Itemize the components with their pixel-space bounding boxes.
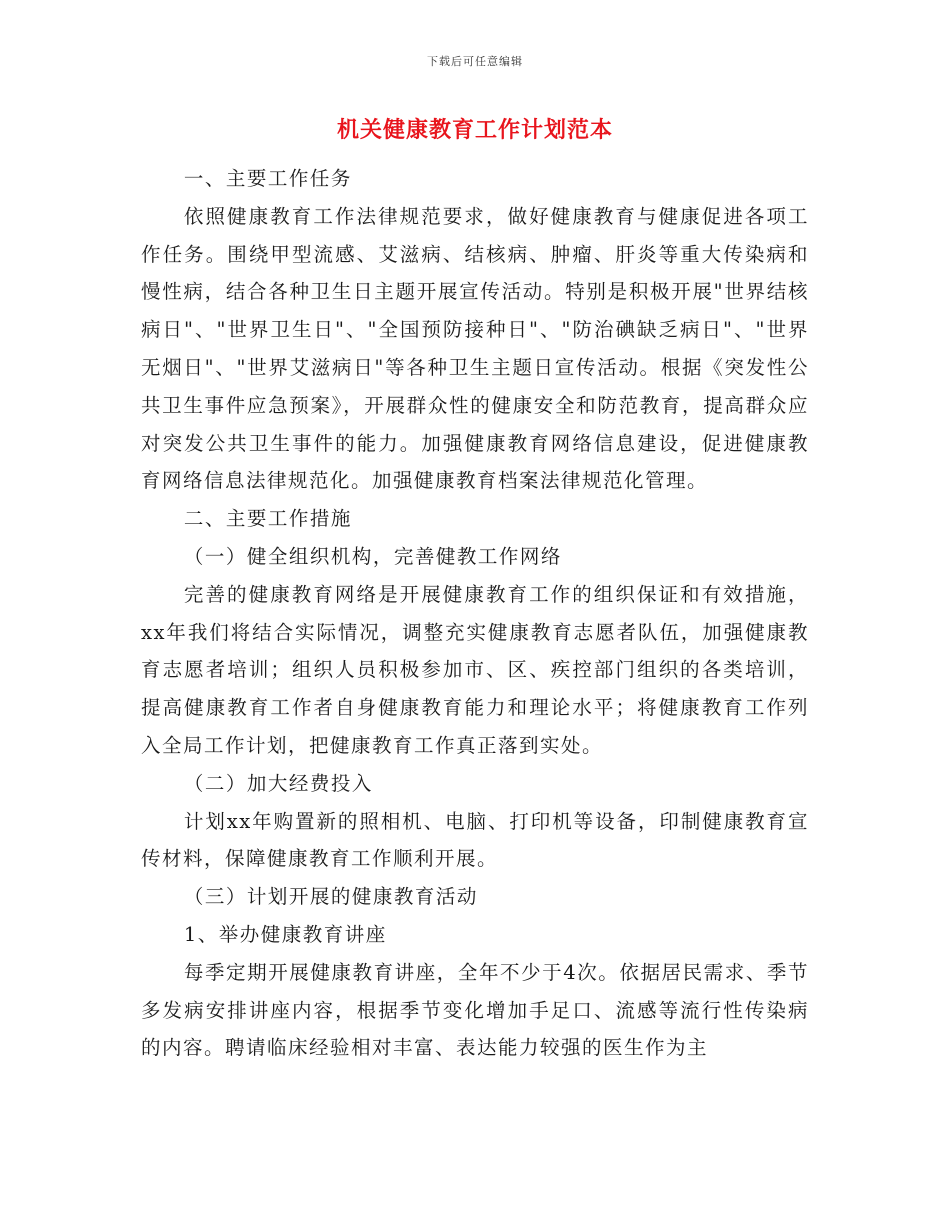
subheading-activities: （三）计划开展的健康教育活动 (183, 885, 478, 909)
paragraph-lectures-content: 每季定期开展健康教育讲座，全年不少于4次。依据居民需求、季节多发病安排讲座内容，根据季节变化增加手足口、流感等流行性传染病的内容。聘请临床经验相对丰富、表达能力较强的医生作为主 (141, 960, 809, 1060)
document-body (141, 160, 809, 1067)
paragraph-organization-content: 完善的健康教育网络是开展健康教育工作的组织保证和有效措施，xx年我们将结合实际情况，调整充实健康教育志愿者队伍，加强健康教育志愿者培训；组织人员积极参加市、区、疾控部门组织的各类培训，提高健康教育工作者自身健康教育能力和理论水平；将健康教育工作列入全局工作计划，把健康教育工作真正落到实处。 (141, 582, 809, 757)
subheading-lectures: 1、举办健康教育讲座 (183, 922, 387, 946)
paragraph-funding-content: 计划xx年购置新的照相机、电脑、打印机等设备，印制健康教育宣传材料，保障健康教育工作顺利开展。 (141, 809, 809, 871)
subheading-funding: （二）加大经费投入 (183, 771, 373, 795)
section-heading-tasks: 一、主要工作任务 (183, 167, 352, 190)
section-heading-measures: 二、主要工作措施 (183, 507, 352, 531)
page-header-note: 下载后可任意编辑 (427, 55, 523, 68)
paragraph-tasks-content: 依照健康教育工作法律规范要求，做好健康教育与健康促进各项工作任务。围绕甲型流感、艾滋病、结核病、肿瘤、肝炎等重大传染病和慢性病，结合各种卫生日主题开展宣传活动。特别是积极开展"世界结核病日"、"世界卫生日"、"全国预防接种日"、"防治碘缺乏病日"、"世界无烟日"、"世界艾滋病日"等各种卫生主题日宣传活动。根据《突发性公共卫生事件应急预案》，开展群众性的健康安全和防范教育，提高群众应对突发公共卫生事件的能力。加强健康教育网络信息建设，促进健康教育网络信息法律规范化。加强健康教育档案法律规范化管理。 (141, 204, 809, 493)
document-title: 机关健康教育工作计划范本 (336, 117, 613, 143)
subheading-organization: （一）健全组织机构，完善健教工作网络 (183, 544, 562, 568)
